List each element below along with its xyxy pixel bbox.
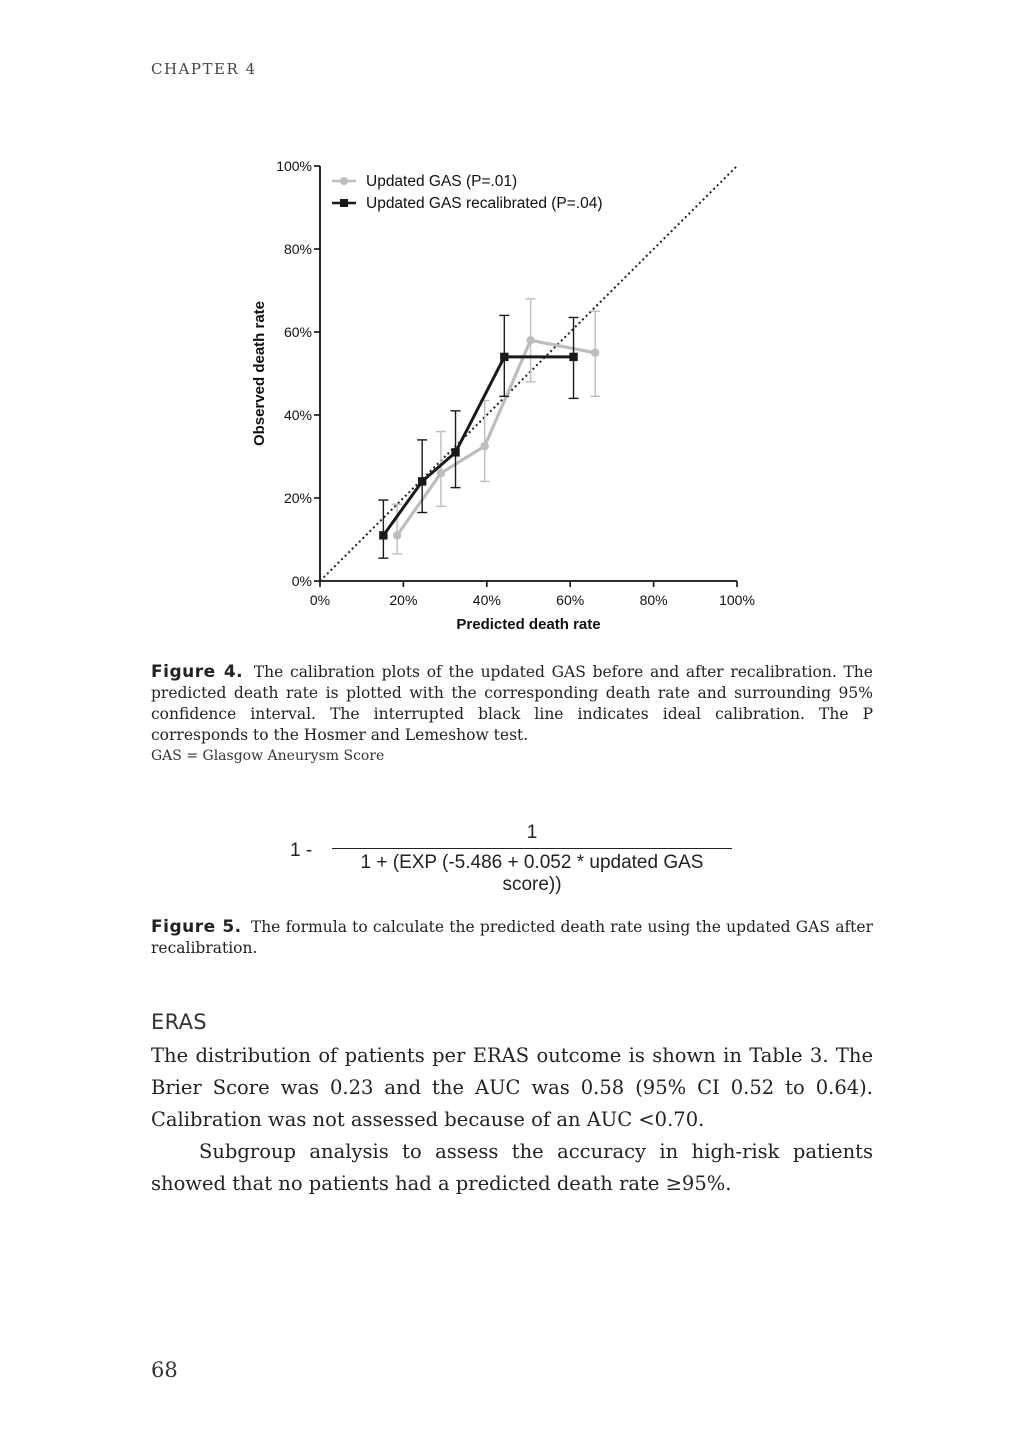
page-number: 68 [151, 1358, 178, 1382]
formula-prefix: 1 - [290, 840, 313, 861]
x-tick-label: 0% [309, 592, 331, 608]
x-axis-label: Predicted death rate [456, 616, 601, 633]
y-axis-label: Observed death rate [251, 300, 268, 447]
y-tick-label: 40% [283, 407, 312, 423]
data-point [500, 353, 508, 361]
legend-swatch-marker [340, 199, 348, 207]
x-tick-label: 100% [719, 592, 755, 608]
figure-4-caption-text: The calibration plots of the updated GAS before and after recalibration. The predicted death rate is plotted with the corresponding death rate and surrounding 95% confidence interval. The interrupted black line indicates ideal calibration. The P corresponds to the Hosmer and Lemeshow test. [151, 663, 873, 744]
data-point [379, 531, 387, 539]
formula-denominator: 1 + (EXP (-5.486 + 0.052 * updated GAS score)) [360, 852, 704, 895]
formula [290, 822, 740, 895]
data-point [437, 469, 445, 477]
y-tick-label: 100% [276, 158, 312, 174]
paragraph-2: Subgroup analysis to assess the accuracy in high-risk patients showed that no patients had a predicted death rate ≥95%. [151, 1140, 873, 1195]
legend-label: Updated GAS recalibrated (P=.04) [366, 195, 603, 212]
body-text [151, 1040, 873, 1200]
figure-4-label: Figure 4. [151, 662, 244, 682]
y-tick-label: 0% [291, 573, 312, 589]
x-tick-label: 60% [556, 592, 585, 608]
data-point [481, 442, 489, 450]
formula-numerator: 1 [526, 822, 538, 843]
x-tick-label: 20% [389, 592, 418, 608]
data-point [569, 353, 577, 361]
legend-label: Updated GAS (P=.01) [366, 173, 518, 190]
y-tick-label: 80% [283, 241, 312, 257]
figure-5-caption-text: The formula to calculate the predicted death rate using the updated GAS after recalibration. [151, 918, 873, 957]
data-point [591, 349, 599, 357]
y-tick-label: 20% [283, 490, 312, 506]
series-line [383, 357, 573, 535]
data-point [451, 448, 459, 456]
running-head: CHAPTER 4 [151, 60, 257, 78]
ideal-calibration-line [320, 166, 737, 581]
x-tick-label: 40% [472, 592, 501, 608]
legend-swatch-marker [340, 177, 348, 185]
figure-4-caption [151, 662, 873, 767]
y-tick-label: 60% [283, 324, 312, 340]
section-heading: ERAS [151, 1010, 207, 1034]
paragraph-1: The distribution of patients per ERAS outcome is shown in Table 3. The Brier Score was 0.23 and the AUC was 0.58 (95% CI 0.52 to 0.64). Calibration was not assessed because of an AUC <0.70. [151, 1044, 873, 1131]
data-point [393, 531, 401, 539]
figure-4-note: GAS = Glasgow Aneurysm Score [151, 748, 385, 764]
figure-5-caption [151, 917, 873, 959]
calibration-chart [240, 150, 780, 640]
data-point [418, 477, 426, 485]
figure-5-label: Figure 5. [151, 917, 242, 937]
data-point [526, 336, 534, 344]
formula-fraction-bar [332, 848, 732, 849]
x-tick-label: 80% [639, 592, 668, 608]
